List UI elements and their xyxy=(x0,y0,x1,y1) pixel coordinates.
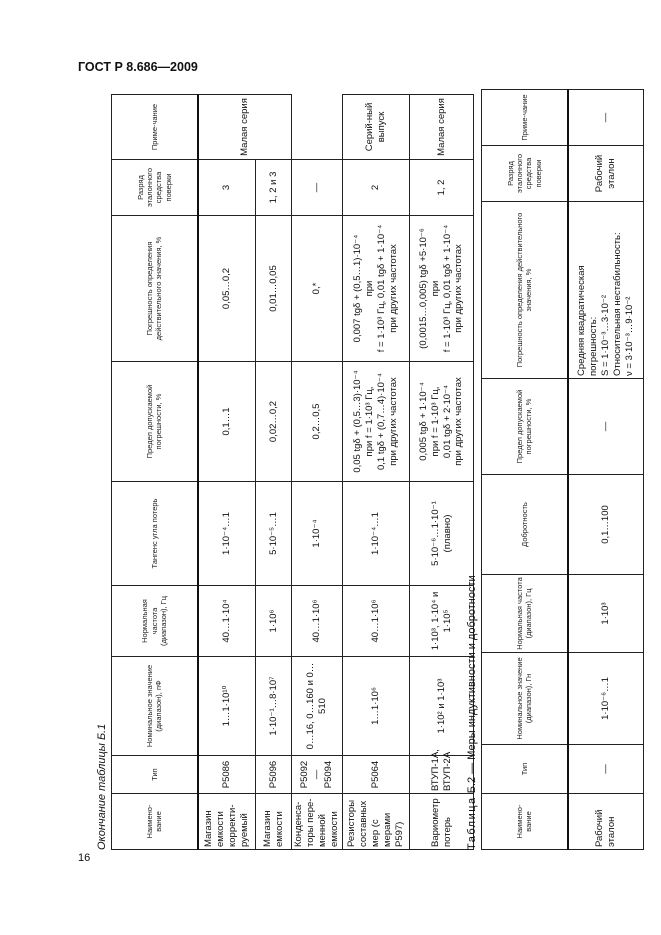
cell-name: Магазин емкости xyxy=(256,794,292,850)
cell-error-line: (0,0015…0,005) tgδ +5·10⁻⁶ xyxy=(417,228,429,349)
cell-name: Вариометр потерь xyxy=(410,794,474,850)
cell-tangent: 1·10⁻⁴ xyxy=(292,482,343,586)
cell-tangent: 1·10⁻⁴…1 xyxy=(198,482,256,586)
cell-frequency: 1·10⁶ xyxy=(256,586,292,657)
col-header-tangent: Тангенс угла потерь xyxy=(112,482,198,586)
col-header-type: Тип xyxy=(482,745,568,794)
col-header-limit: Предел допускаемой погрешности, % xyxy=(482,379,568,475)
cell-tangent-line: 5·10⁻⁶…1·10⁻¹ xyxy=(429,501,441,566)
cell-error-line: Средняя квадратическая погрешность: xyxy=(576,265,599,376)
cell-error-line: ν = 3·10⁻³…9·10⁻² xyxy=(623,296,635,376)
col-header-limit: Предел допускаемой погрешности, % xyxy=(112,362,198,482)
cell-quality: 0,1…100 xyxy=(568,475,644,575)
cell-error xyxy=(410,216,474,362)
cell-limit-line: при других частотах xyxy=(387,377,399,466)
col-header-rank: Разряд эталонного средства поверки xyxy=(112,160,198,216)
cell-rank: 1, 2 xyxy=(410,160,474,216)
table-row xyxy=(292,95,343,850)
cell-limit-line: 0,01 tgδ + 2·10⁻⁴ xyxy=(441,384,453,459)
cell-note: Малая серия xyxy=(410,95,474,160)
table-b2-header-row xyxy=(482,90,568,850)
col-header-quality: Добротность xyxy=(482,475,568,575)
cell-name: Рабочий эталон xyxy=(568,794,644,850)
cell-name: Резисторы составных мер (с мерами Р597) xyxy=(343,794,410,850)
cell-frequency: 40…1·10⁴ xyxy=(198,586,256,657)
table-b2 xyxy=(481,89,644,850)
cell-error-line: при xyxy=(364,280,376,297)
cell-limit-line: 0,1 tgδ + (0,7…4)·10⁻⁴ xyxy=(376,372,387,471)
cell-rank: 2 xyxy=(343,160,410,216)
table-row xyxy=(568,90,644,850)
cell-limit-line: 0,05 tgδ + (0,5…3)·10⁻⁴ xyxy=(352,370,364,473)
cell-limit: 0,02…0,2 xyxy=(256,362,292,482)
table-row xyxy=(410,95,474,850)
cell-nominal: 1…1·10⁶ xyxy=(343,657,410,756)
cell-frequency: 1·10³, 1·10⁴ и 1·10⁵ xyxy=(410,586,474,657)
col-header-note: Приме-чание xyxy=(112,95,198,160)
col-header-nominal: Номинальное значение (диапазон), Гн xyxy=(482,653,568,745)
cell-rank: Рабочий эталон xyxy=(568,146,644,202)
cell-nominal: 0…16, 0…160 и 0…510 xyxy=(292,657,343,756)
cell-limit-line: при f = 1·10³ Гц, xyxy=(429,386,441,457)
cell-rank: — xyxy=(292,160,343,216)
document-header: ГОСТ Р 8.686—2009 xyxy=(78,60,198,74)
col-header-frequency: Нормальная частота (диапазон), Гц xyxy=(112,586,198,657)
cell-limit-line: при других частотах xyxy=(453,377,465,466)
table-b1-caption: Окончание таблицы Б.1 xyxy=(96,723,108,850)
cell-error: 0,05…0,2 xyxy=(198,216,256,362)
cell-error-line: S = 1·10⁻³…3·10⁻² xyxy=(599,294,611,376)
cell-error xyxy=(343,216,410,362)
col-header-frequency: Нормальная частота (диапазон), Гц xyxy=(482,575,568,653)
cell-tangent-line: (плавно) xyxy=(441,514,453,553)
cell-error: 0,* xyxy=(292,216,343,362)
table-b2-block xyxy=(465,90,644,850)
cell-nominal: 1·10⁻⁶…1 xyxy=(568,653,644,745)
cell-rank: 1, 2 и 3 xyxy=(256,160,292,216)
cell-limit xyxy=(343,362,410,482)
cell-error-line: при других частотах xyxy=(387,244,399,333)
cell-error-line: f = 1·10³ Гц, 0,01 tgδ + 1·10⁻⁴ xyxy=(441,224,453,353)
table-row xyxy=(198,95,256,850)
cell-error-line: при других частотах xyxy=(453,244,465,333)
cell-note: Малая серия xyxy=(198,95,292,160)
cell-error: 0,01…0,05 xyxy=(256,216,292,362)
cell-nominal: 1·10⁻¹…8·10⁷ xyxy=(256,657,292,756)
table-b1-header-row xyxy=(112,95,198,850)
cell-type: Р5096 xyxy=(256,756,292,794)
cell-limit-line: 0,005 tgδ + 1·10⁻⁴ xyxy=(417,382,429,461)
table-row xyxy=(256,95,292,850)
cell-frequency: 40…1·10⁶ xyxy=(343,586,410,657)
cell-type: Р5064 xyxy=(343,756,410,794)
cell-limit: 0,1…1 xyxy=(198,362,256,482)
cell-limit: — xyxy=(568,379,644,475)
cell-frequency: 40…1·10⁶ xyxy=(292,586,343,657)
cell-nominal: 1·10² и 1·10³ xyxy=(410,657,474,756)
cell-type: Р5092—Р5094 xyxy=(292,756,343,794)
page-number: 16 xyxy=(78,852,91,864)
col-header-nominal: Номинальное значение (диапазон), пФ xyxy=(112,657,198,756)
cell-nominal: 1…1·10¹⁰ xyxy=(198,657,256,756)
col-header-type: Тип xyxy=(112,756,198,794)
cell-frequency: 1·10³ xyxy=(568,575,644,653)
col-header-error: Погрешность определения действительного значения, % xyxy=(482,202,568,379)
cell-type: — xyxy=(568,745,644,794)
cell-type: Р5086 xyxy=(198,756,256,794)
col-header-name: Наимено-вание xyxy=(482,794,568,850)
cell-rank: 3 xyxy=(198,160,256,216)
cell-error-line: f = 1·10³ Гц, 0,01 tgδ + 1·10⁻⁴ xyxy=(376,224,387,353)
table-b2-caption-text: Б.2 — Меры индуктивности и добротности xyxy=(466,575,478,794)
cell-tangent: 5·10⁻⁵…1 xyxy=(256,482,292,586)
cell-limit xyxy=(410,362,474,482)
cell-tangent: 1·10⁻⁴…1 xyxy=(343,482,410,586)
col-header-name: Наимено-вание xyxy=(112,794,198,850)
cell-type: ВТУП-1А, ВТУП-2А xyxy=(410,756,474,794)
table-b1-block xyxy=(95,95,474,850)
cell-error xyxy=(568,202,644,379)
col-header-note: Приме-чание xyxy=(482,90,568,146)
cell-note: — xyxy=(568,90,644,146)
cell-error-line: 0,007 tgδ + (0,5…1)·10⁻⁴ xyxy=(352,234,364,343)
table-b2-caption xyxy=(465,90,481,850)
cell-limit-line: при f = 1·10³ Гц, xyxy=(364,386,376,457)
col-header-error: Погрешность определения действительного значения, % xyxy=(112,216,198,362)
cell-note: Серий-ный выпуск xyxy=(343,95,410,160)
cell-tangent xyxy=(410,482,474,586)
table-b2-caption-prefix: Таблица xyxy=(466,796,478,850)
table-b1 xyxy=(111,94,474,850)
cell-name: Конденса-торы пере-менной емкости xyxy=(292,794,343,850)
cell-error-line: при xyxy=(429,280,441,297)
cell-name: Магазин емкости корректи-руемый xyxy=(198,794,256,850)
table-row xyxy=(343,95,410,850)
cell-limit: 0,2…0,5 xyxy=(292,362,343,482)
col-header-rank: Разряд эталонного средства поверки xyxy=(482,146,568,202)
cell-error-line: Относительная нестабильность: xyxy=(611,232,623,376)
